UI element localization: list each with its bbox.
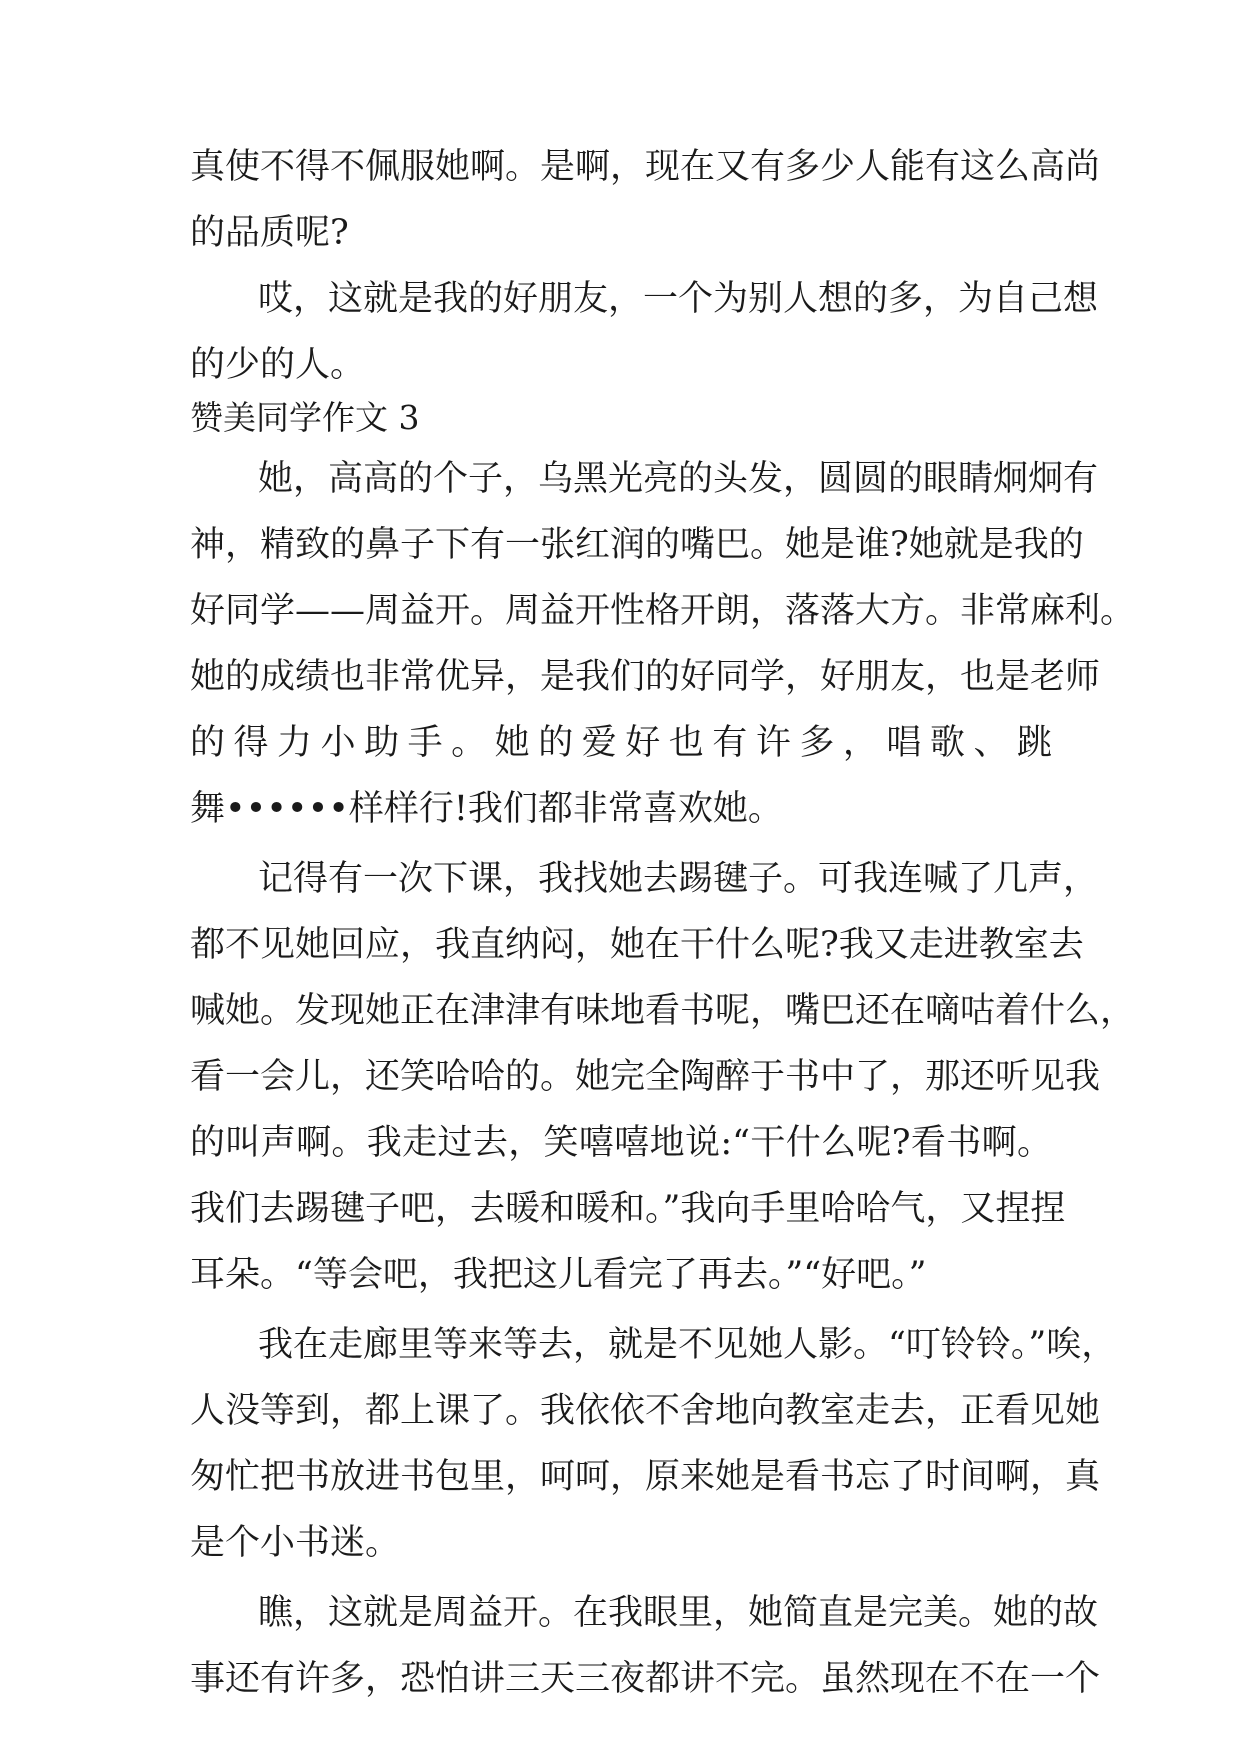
- text-line: 我们去踢毽子吧，去暖和暖和。”我向手里哈哈气，又捏捏: [190, 1189, 1066, 1229]
- text-line: 真使不得不佩服她啊。是啊，现在又有多少人能有这么高尚: [190, 147, 1101, 187]
- text-line: 神，精致的鼻子下有一张红润的嘴巴。她是谁?她就是我的: [190, 525, 1084, 565]
- text-line: 舞••••••样样行!我们都非常喜欢她。: [190, 789, 783, 829]
- text-line: 我在走廊里等来等去，就是不见她人影。“叮铃铃。”唉，: [258, 1325, 1117, 1365]
- text-line: 都不见她回应，我直纳闷，她在干什么呢?我又走进教室去: [190, 925, 1084, 965]
- text-line: 的品质呢?: [190, 213, 349, 253]
- text-line: 瞧，这就是周益开。在我眼里，她简直是完美。她的故: [258, 1593, 1099, 1633]
- text-line: 耳朵。“等会吧，我把这儿看完了再去。”“好吧。”: [190, 1255, 927, 1295]
- text-line: 事还有许多，恐怕讲三天三夜都讲不完。虽然现在不在一个: [190, 1659, 1101, 1699]
- text-line: 的少的人。: [190, 345, 366, 385]
- text-line: 喊她。发现她正在津津有味地看书呢，嘴巴还在嘀咕着什么，: [190, 991, 1136, 1031]
- text-line: 她，高高的个子，乌黑光亮的头发，圆圆的眼睛炯炯有: [258, 459, 1099, 499]
- section-heading: 赞美同学作文 3: [190, 398, 420, 437]
- text-line: 匆忙把书放进书包里，呵呵，原来她是看书忘了时间啊，真: [190, 1457, 1101, 1497]
- text-line: 是个小书迷。: [190, 1523, 401, 1563]
- text-line: 好同学——周益开。周益开性格开朗，落落大方。非常麻利。: [190, 591, 1136, 631]
- text-line: 人没等到，都上课了。我依依不舍地向教室走去，正看见她: [190, 1391, 1101, 1431]
- text-line: 的叫声啊。我走过去，笑嘻嘻地说:“干什么呢?看书啊。: [190, 1123, 1052, 1163]
- text-line: 看一会儿，还笑哈哈的。她完全陶醉于书中了，那还听见我: [190, 1057, 1101, 1097]
- text-line: 的得力小助手。她的爱好也有许多，唱歌、跳: [190, 723, 1052, 763]
- text-line: 哎，这就是我的好朋友，一个为别人想的多，为自己想: [258, 279, 1099, 319]
- text-line: 她的成绩也非常优异，是我们的好同学，好朋友，也是老师: [190, 657, 1101, 697]
- text-line: 记得有一次下课，我找她去踢毽子。可我连喊了几声，: [258, 859, 1099, 899]
